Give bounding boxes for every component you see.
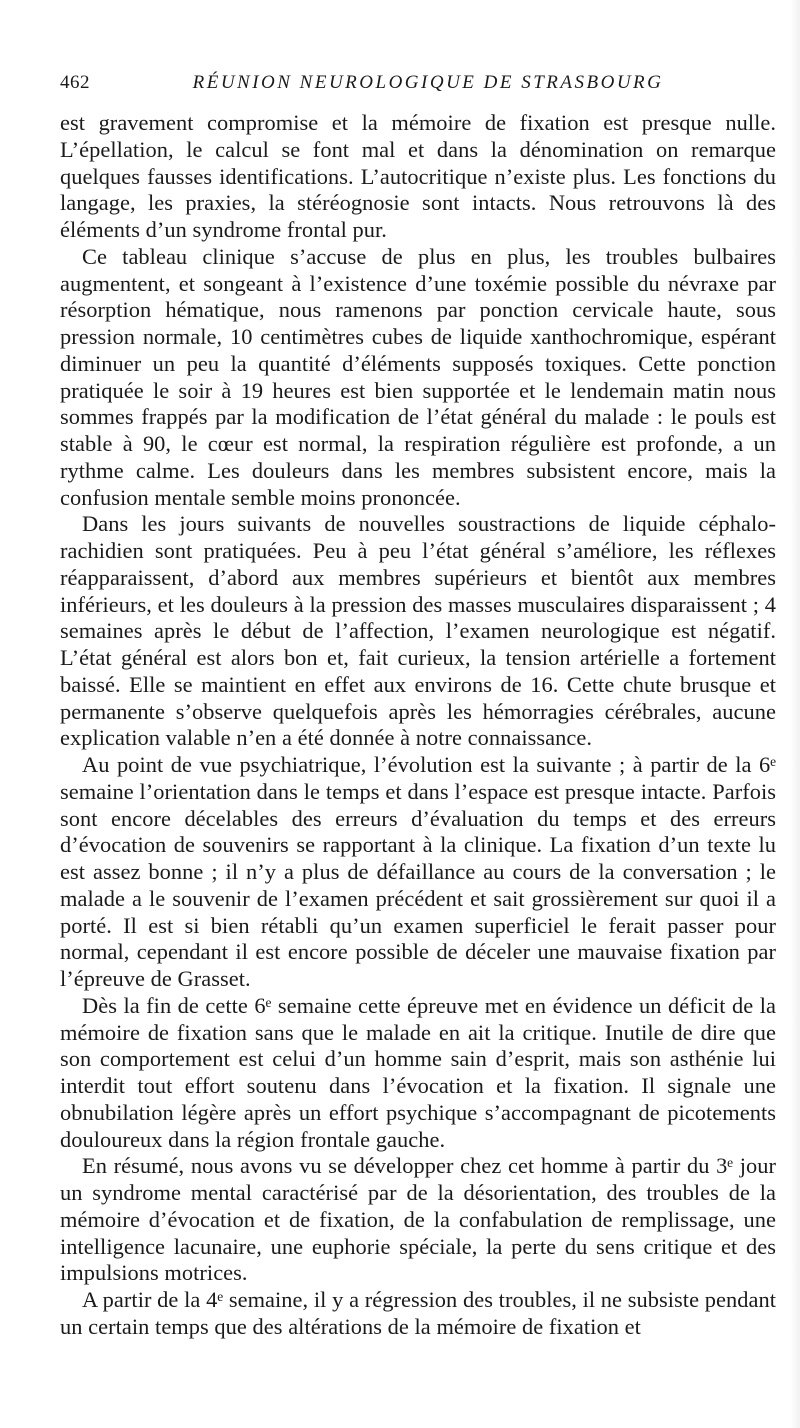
page-edge-shadow [790,0,800,1428]
page-number: 462 [60,72,90,93]
paragraph: Ce tableau clinique s’accuse de plus en plus, les troubles bulbaires augmentent, et songeant à l’existence d’une toxémie possible du névraxe par résorption hématique, nous ramenons par ponction cervicale haute, sous pression normale, 10 centimètres cubes de liquide xanthochromique, espérant diminuer un peu la quantité d’éléments supposés toxiques. Cette ponction pratiquée le soir à 19 heures est bien supportée et le lendemain matin nous sommes frappés par la modification de l’état général du malade : le pouls est stable à 90, le cœur est normal, la respiration régulière est profonde, a un rythme calme. Les douleurs dans les membres subsistent encore, mais la confusion mentale semble moins prononcée. [60,243,776,510]
page-header [60,72,758,100]
running-title: RÉUNION NEUROLOGIQUE DE STRASBOURG [192,72,664,93]
paragraph: En résumé, nous avons vu se développer chez cet homme à partir du 3ᵉ jour un syndrome mental caractérisé par de la désorientation, des troubles de la mémoire d’évocation et de fixation, de la confabulation de remplissage, une intelligence lacunaire, une euphorie spéciale, la perte du sens critique et des impulsions motrices. [60,1153,776,1286]
body-text [60,110,776,1341]
paragraph: Dans les jours suivants de nouvelles soustractions de liquide céphalo-rachidien sont pratiquées. Peu à peu l’état général s’améliore, les réflexes réapparaissent, d’abord aux membres supérieurs et bientôt aux membres inférieurs, et les douleurs à la pression des masses musculaires disparaissent ; 4 semaines après le début de l’affection, l’examen neurologique est négatif. L’état général est alors bon et, fait curieux, la tension artérielle a fortement baissé. Elle se maintient en effet aux environs de 16. Cette chute brusque et permanente s’observe quelquefois après les hémorragies cérébrales, aucune explication valable n’en a été donnée à notre connaissance. [60,511,776,751]
paragraph: Au point de vue psychiatrique, l’évolution est la suivante ; à partir de la 6ᵉ semaine l’orientation dans le temps et dans l’espace est presque intacte. Parfois sont encore décelables des erreurs d’évaluation du temps et des erreurs d’évocation de souvenirs se rapportant à la clinique. La fixation d’un texte lu est assez bonne ; il n’y a plus de défaillance au cours de la conversation ; le malade a le souvenir de l’examen précédent et sait grossièrement sur quoi il a porté. Il est si bien rétabli qu’un examen superficiel le ferait passer pour normal, cependant il est encore possible de déceler une mauvaise fixation par l’épreuve de Grasset. [60,752,776,991]
paragraph: A partir de la 4ᵉ semaine, il y a régression des troubles, il ne subsiste pendant un certain temps que des altérations de la mémoire de fixation et [60,1287,776,1339]
paragraph: Dès la fin de cette 6ᵉ semaine cette épreuve met en évidence un déficit de la mémoire de fixation sans que le malade en ait la critique. Inutile de dire que son comportement est celui d’un homme sain d’esprit, mais son asthénie lui interdit tout effort soutenu dans l’évocation et la fixation. Il signale une obnubilation légère après un effort psychique s’accompagnant de picotements douloureux dans la région frontale gauche. [60,992,776,1152]
paragraph-continued: est gravement compromise et la mémoire de fixation est presque nulle. L’épellation, le calcul se font mal et dans la dénomination on remarque quelques fausses identifications. L’autocritique n’existe plus. Les fonctions du langage, les praxies, la stéréognosie sont intacts. Nous retrouvons là des éléments d’un syndrome frontal pur. [60,110,776,242]
